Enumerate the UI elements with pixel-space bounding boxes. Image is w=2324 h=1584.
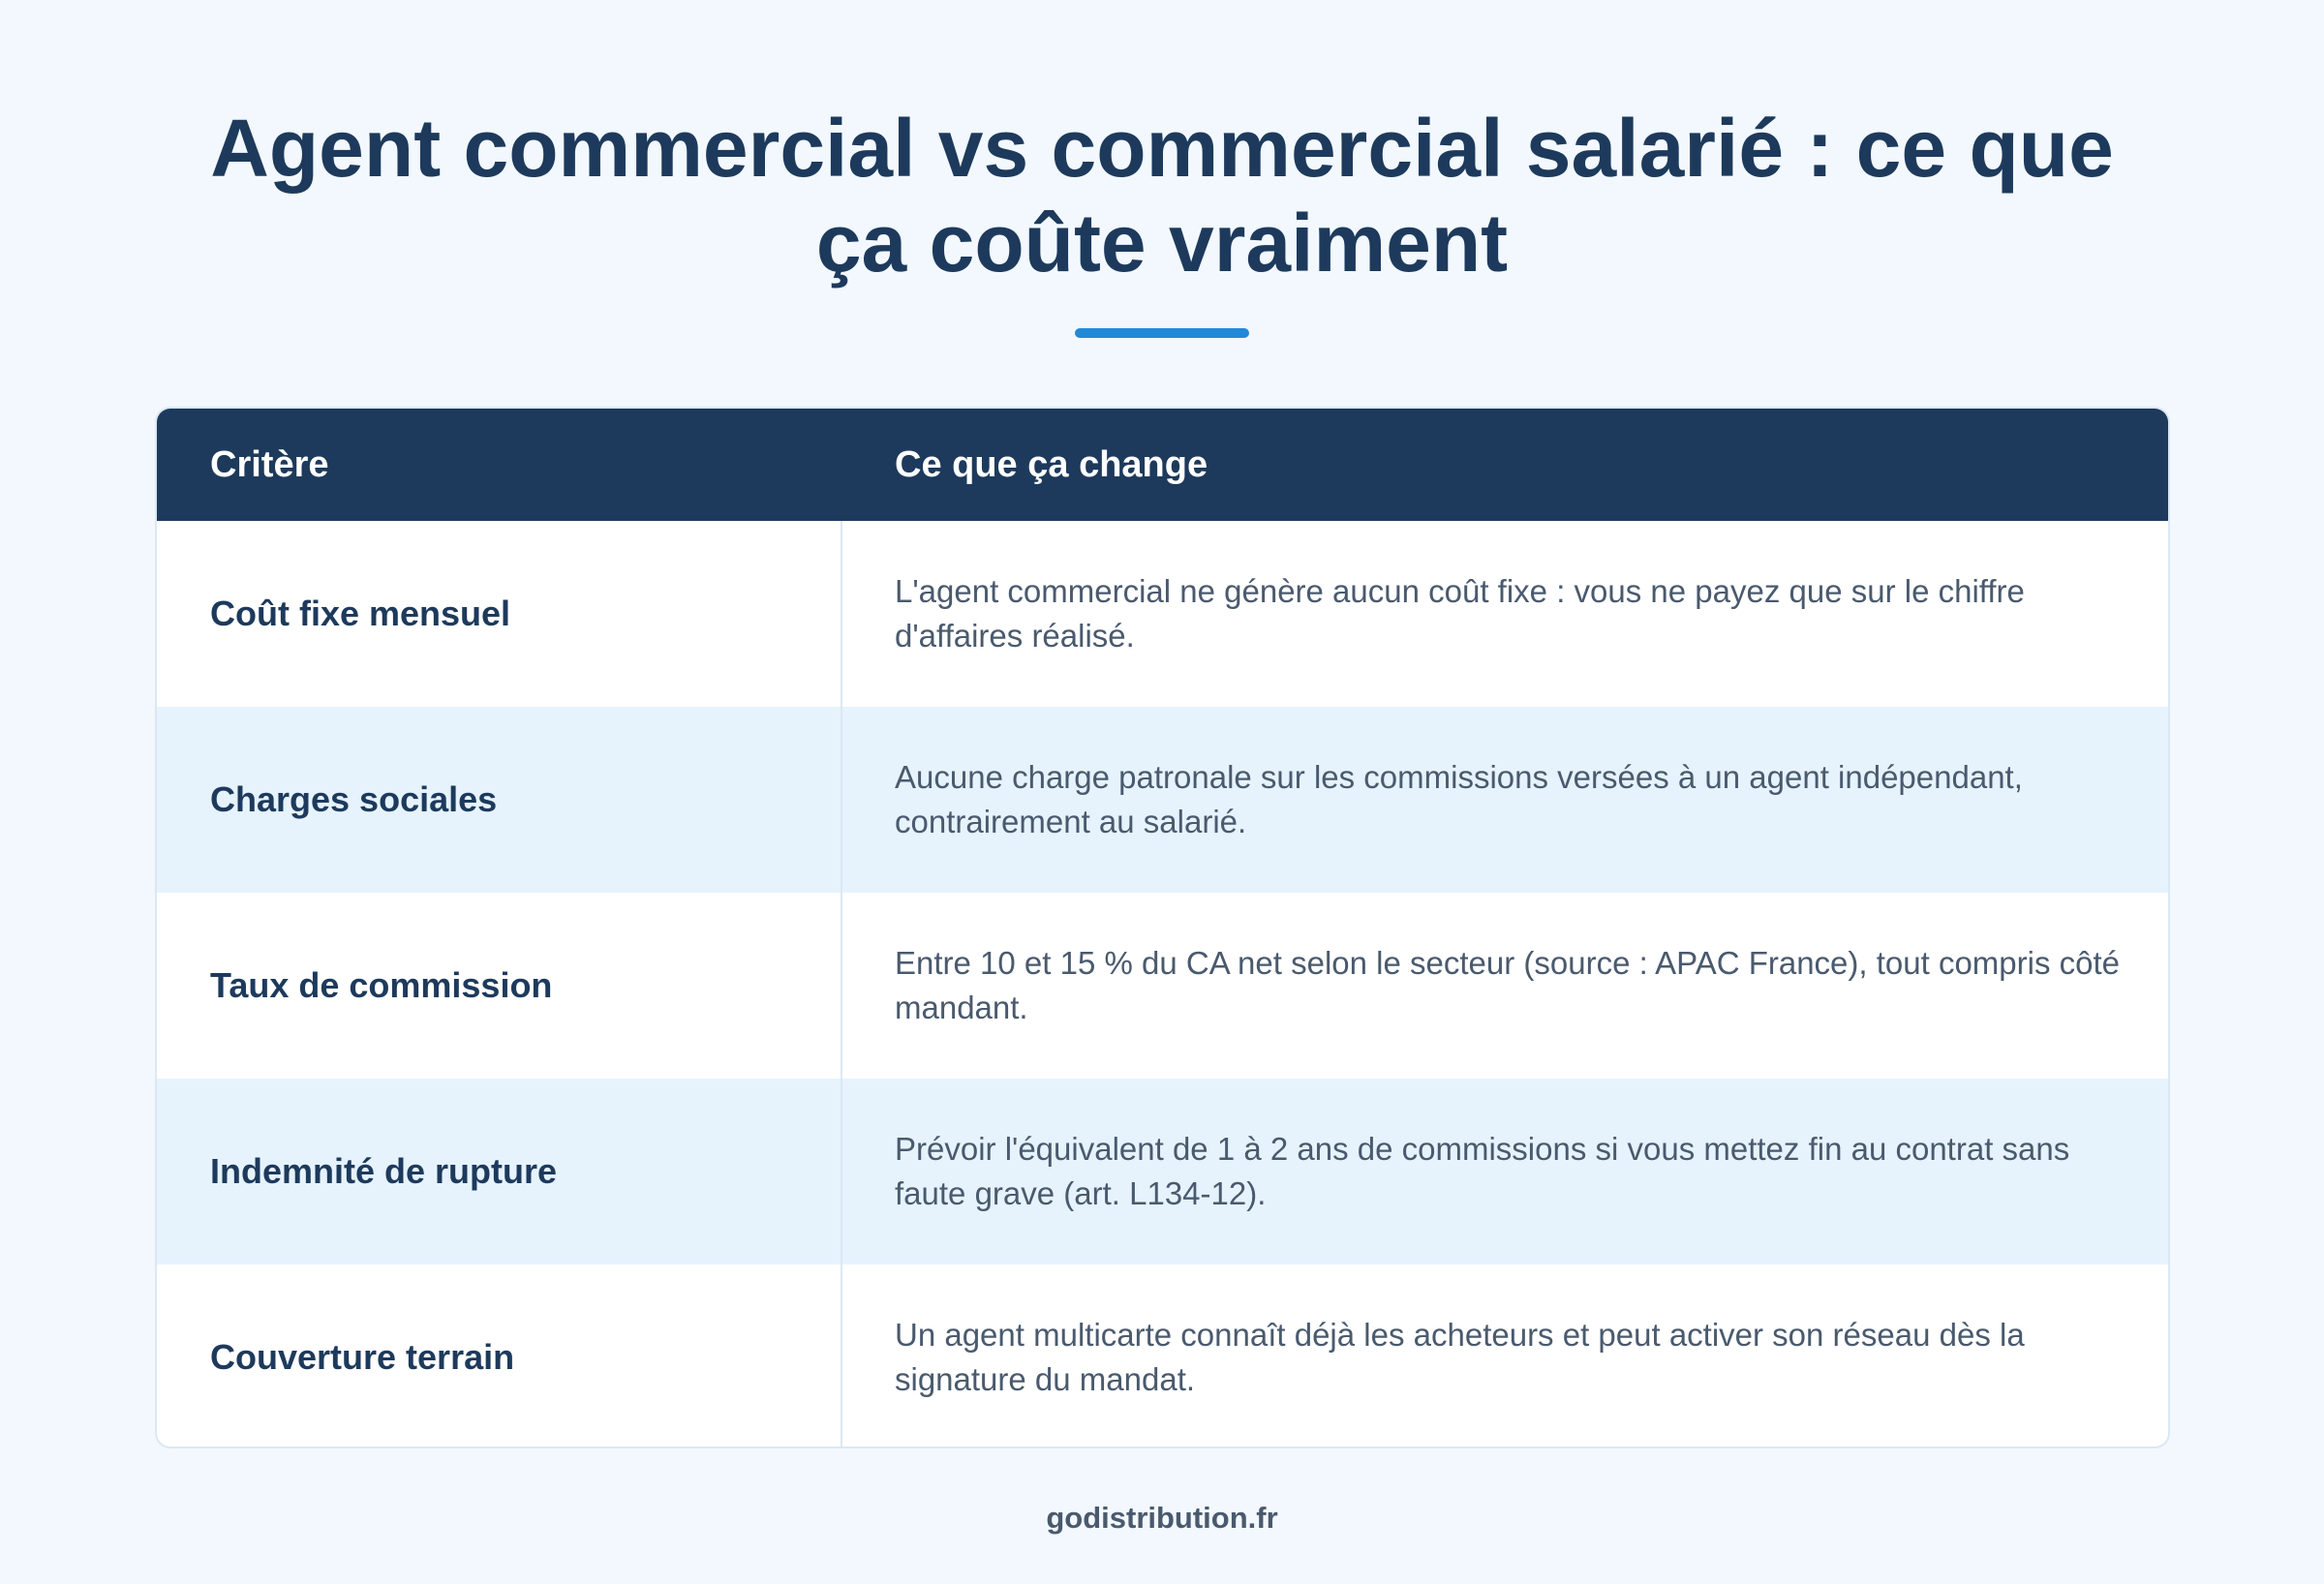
- footer-site: godistribution.fr: [1046, 1501, 1278, 1535]
- row-text: Aucune charge patronale sur les commissions versées à un agent indépendant, contrairement au salarié.: [895, 759, 2023, 839]
- row-label: Indemnité de rupture: [210, 1151, 558, 1191]
- column-divider: [841, 521, 842, 1448]
- header-criterion: Critère: [210, 444, 329, 485]
- title-underline: [1075, 328, 1249, 338]
- table-row: [157, 1079, 2168, 1264]
- row-label: Coût fixe mensuel: [210, 594, 511, 633]
- row-label: Charges sociales: [210, 779, 498, 819]
- table-row: [157, 521, 2168, 707]
- row-text: Entre 10 et 15 % du CA net selon le secteur (source : APAC France), tout compris côté mandant.: [895, 945, 2121, 1025]
- table-row: [157, 1264, 2168, 1448]
- header-change: Ce que ça change: [895, 444, 1208, 485]
- row-text: Un agent multicarte connaît déjà les acheteurs et peut activer son réseau dès la signature du mandat.: [895, 1317, 2025, 1397]
- table-row: [157, 893, 2168, 1079]
- row-label: Couverture terrain: [210, 1337, 515, 1377]
- page-title: Agent commercial vs commercial salarié : ce que ça coûte vraiment: [210, 103, 2114, 289]
- table-row: [157, 707, 2168, 893]
- comparison-table: [155, 407, 2170, 1448]
- table-header: [157, 409, 2168, 521]
- row-text: L'agent commercial ne génère aucun coût fixe : vous ne payez que sur le chiffre d'affaires réalisé.: [895, 573, 2025, 654]
- row-text: Prévoir l'équivalent de 1 à 2 ans de commissions si vous mettez fin au contrat sans faute grave (art. L134-12).: [895, 1131, 2070, 1211]
- row-label: Taux de commission: [210, 965, 553, 1005]
